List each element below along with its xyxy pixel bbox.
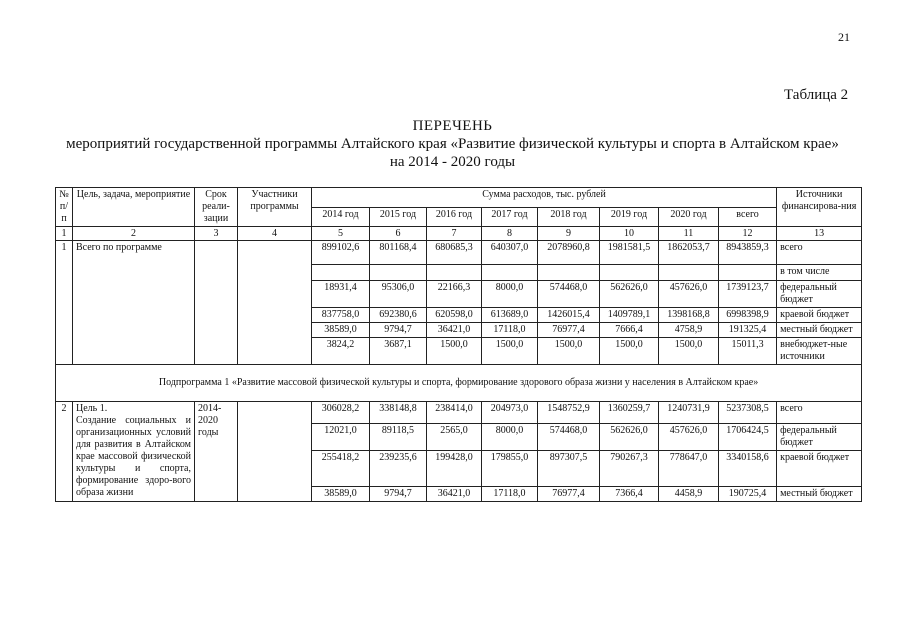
- value-cell: 1706424,5: [719, 424, 777, 451]
- source-cell: федеральный бюджет: [777, 281, 862, 308]
- column-index: 13: [777, 227, 862, 241]
- value-cell: 238414,0: [427, 402, 482, 424]
- source-cell: всего: [777, 402, 862, 424]
- value-cell: 1426015,4: [538, 308, 600, 323]
- value-cell: 95306,0: [370, 281, 427, 308]
- source-cell: местный бюджет: [777, 323, 862, 338]
- value-cell: 38589,0: [312, 487, 370, 502]
- value-cell: 4758,9: [659, 323, 719, 338]
- table-label: Таблица 2: [784, 87, 849, 103]
- header-year: 2018 год: [538, 207, 600, 227]
- column-index: 1: [56, 227, 73, 241]
- value-cell: 8000,0: [482, 281, 538, 308]
- goal-description: Создание социальных и организационных условий для развития в Алтайском крае массовой физической культуры и спорта, формирование здоро-вого образа жизни: [76, 415, 191, 498]
- row-name: Всего по программе: [73, 241, 195, 365]
- value-cell: 76977,4: [538, 323, 600, 338]
- column-index: 4: [238, 227, 312, 241]
- value-cell: 190725,4: [719, 487, 777, 502]
- value-cell: 255418,2: [312, 451, 370, 487]
- value-cell: 17118,0: [482, 487, 538, 502]
- source-cell: внебюджет-ные источники: [777, 338, 862, 365]
- row-term: [195, 241, 238, 365]
- header-participants: Участники программы: [238, 188, 312, 227]
- value-cell: 7366,4: [600, 487, 659, 502]
- value-cell: [370, 265, 427, 281]
- value-cell: 338148,8: [370, 402, 427, 424]
- header-year: 2019 год: [600, 207, 659, 227]
- column-index: 8: [482, 227, 538, 241]
- value-cell: 6998398,9: [719, 308, 777, 323]
- column-index: 3: [195, 227, 238, 241]
- column-index: 2: [73, 227, 195, 241]
- value-cell: 199428,0: [427, 451, 482, 487]
- value-cell: 1360259,7: [600, 402, 659, 424]
- column-index: 12: [719, 227, 777, 241]
- value-cell: 1500,0: [427, 338, 482, 365]
- value-cell: 9794,7: [370, 487, 427, 502]
- subprogram-title: Подпрограмма 1 «Развитие массовой физической культуры и спорта, формирование здорового образа жизни у населения в Алтайском крае»: [56, 365, 862, 402]
- value-cell: [312, 265, 370, 281]
- header-sum: Сумма расходов, тыс. рублей: [312, 188, 777, 208]
- header-year: 2014 год: [312, 207, 370, 227]
- value-cell: 179855,0: [482, 451, 538, 487]
- value-cell: 801168,4: [370, 241, 427, 265]
- value-cell: 38589,0: [312, 323, 370, 338]
- value-cell: 15011,3: [719, 338, 777, 365]
- row-participants: [238, 402, 312, 502]
- header-year: 2017 год: [482, 207, 538, 227]
- value-cell: 22166,3: [427, 281, 482, 308]
- value-cell: 8000,0: [482, 424, 538, 451]
- value-cell: 9794,7: [370, 323, 427, 338]
- value-cell: 3687,1: [370, 338, 427, 365]
- value-cell: [659, 265, 719, 281]
- row-number: 2: [56, 402, 73, 502]
- value-cell: 8943859,3: [719, 241, 777, 265]
- value-cell: [719, 265, 777, 281]
- column-index: 10: [600, 227, 659, 241]
- column-index: 5: [312, 227, 370, 241]
- value-cell: 239235,6: [370, 451, 427, 487]
- table-row: [56, 402, 862, 424]
- value-cell: 640307,0: [482, 241, 538, 265]
- value-cell: 562626,0: [600, 424, 659, 451]
- value-cell: 897307,5: [538, 451, 600, 487]
- header-year: 2015 год: [370, 207, 427, 227]
- value-cell: 1398168,8: [659, 308, 719, 323]
- row-number: 1: [56, 241, 73, 365]
- value-cell: 613689,0: [482, 308, 538, 323]
- value-cell: 1500,0: [538, 338, 600, 365]
- measures-table: [55, 187, 862, 502]
- value-cell: 3824,2: [312, 338, 370, 365]
- value-cell: 4458,9: [659, 487, 719, 502]
- value-cell: 36421,0: [427, 323, 482, 338]
- value-cell: 562626,0: [600, 281, 659, 308]
- value-cell: 899102,6: [312, 241, 370, 265]
- value-cell: 204973,0: [482, 402, 538, 424]
- column-index: 11: [659, 227, 719, 241]
- page-number: 21: [838, 30, 850, 44]
- table-row: [56, 241, 862, 265]
- value-cell: [538, 265, 600, 281]
- source-cell: федеральный бюджет: [777, 424, 862, 451]
- value-cell: 837758,0: [312, 308, 370, 323]
- header-total: всего: [719, 207, 777, 227]
- value-cell: 1548752,9: [538, 402, 600, 424]
- document-period: на 2014 - 2020 годы: [389, 154, 516, 170]
- header-row-1: [56, 188, 862, 208]
- value-cell: 18931,4: [312, 281, 370, 308]
- value-cell: 1409789,1: [600, 308, 659, 323]
- value-cell: 574468,0: [538, 281, 600, 308]
- value-cell: 36421,0: [427, 487, 482, 502]
- value-cell: [482, 265, 538, 281]
- value-cell: 1500,0: [600, 338, 659, 365]
- row-term: 2014-2020 годы: [195, 402, 238, 502]
- value-cell: 1981581,5: [600, 241, 659, 265]
- header-year: 2016 год: [427, 207, 482, 227]
- value-cell: 2078960,8: [538, 241, 600, 265]
- value-cell: 5237308,5: [719, 402, 777, 424]
- value-cell: 12021,0: [312, 424, 370, 451]
- header-no: № п/п: [56, 188, 73, 227]
- document-subtitle: мероприятий государственной программы Алтайского края «Развитие физической культуры и спорта в Алтайском крае»: [66, 136, 839, 152]
- row-participants: [238, 241, 312, 365]
- value-cell: 692380,6: [370, 308, 427, 323]
- value-cell: 2565,0: [427, 424, 482, 451]
- column-index: 6: [370, 227, 427, 241]
- document-title: ПЕРЕЧЕНЬ: [412, 118, 493, 134]
- value-cell: 790267,3: [600, 451, 659, 487]
- column-index-row: [56, 227, 862, 241]
- header-term: Срок реали-зации: [195, 188, 238, 227]
- source-cell: местный бюджет: [777, 487, 862, 502]
- value-cell: [600, 265, 659, 281]
- header-goal: Цель, задача, мероприятие: [73, 188, 195, 227]
- value-cell: 620598,0: [427, 308, 482, 323]
- subprogram-row: [56, 365, 862, 402]
- value-cell: 680685,3: [427, 241, 482, 265]
- value-cell: 1240731,9: [659, 402, 719, 424]
- value-cell: 1739123,7: [719, 281, 777, 308]
- value-cell: 306028,2: [312, 402, 370, 424]
- value-cell: 17118,0: [482, 323, 538, 338]
- value-cell: 457626,0: [659, 424, 719, 451]
- source-cell: краевой бюджет: [777, 308, 862, 323]
- goal-label: Цель 1.: [76, 403, 108, 414]
- value-cell: 574468,0: [538, 424, 600, 451]
- column-index: 9: [538, 227, 600, 241]
- value-cell: 191325,4: [719, 323, 777, 338]
- value-cell: 7666,4: [600, 323, 659, 338]
- header-year: 2020 год: [659, 207, 719, 227]
- value-cell: 3340158,6: [719, 451, 777, 487]
- value-cell: [427, 265, 482, 281]
- value-cell: 457626,0: [659, 281, 719, 308]
- value-cell: 778647,0: [659, 451, 719, 487]
- value-cell: 1500,0: [659, 338, 719, 365]
- source-cell: в том числе: [777, 265, 862, 281]
- value-cell: 1500,0: [482, 338, 538, 365]
- row-name: [73, 402, 195, 502]
- source-cell: всего: [777, 241, 862, 265]
- value-cell: 76977,4: [538, 487, 600, 502]
- value-cell: 89118,5: [370, 424, 427, 451]
- header-sources: Источники финансирова-ния: [777, 188, 862, 227]
- value-cell: 1862053,7: [659, 241, 719, 265]
- source-cell: краевой бюджет: [777, 451, 862, 487]
- column-index: 7: [427, 227, 482, 241]
